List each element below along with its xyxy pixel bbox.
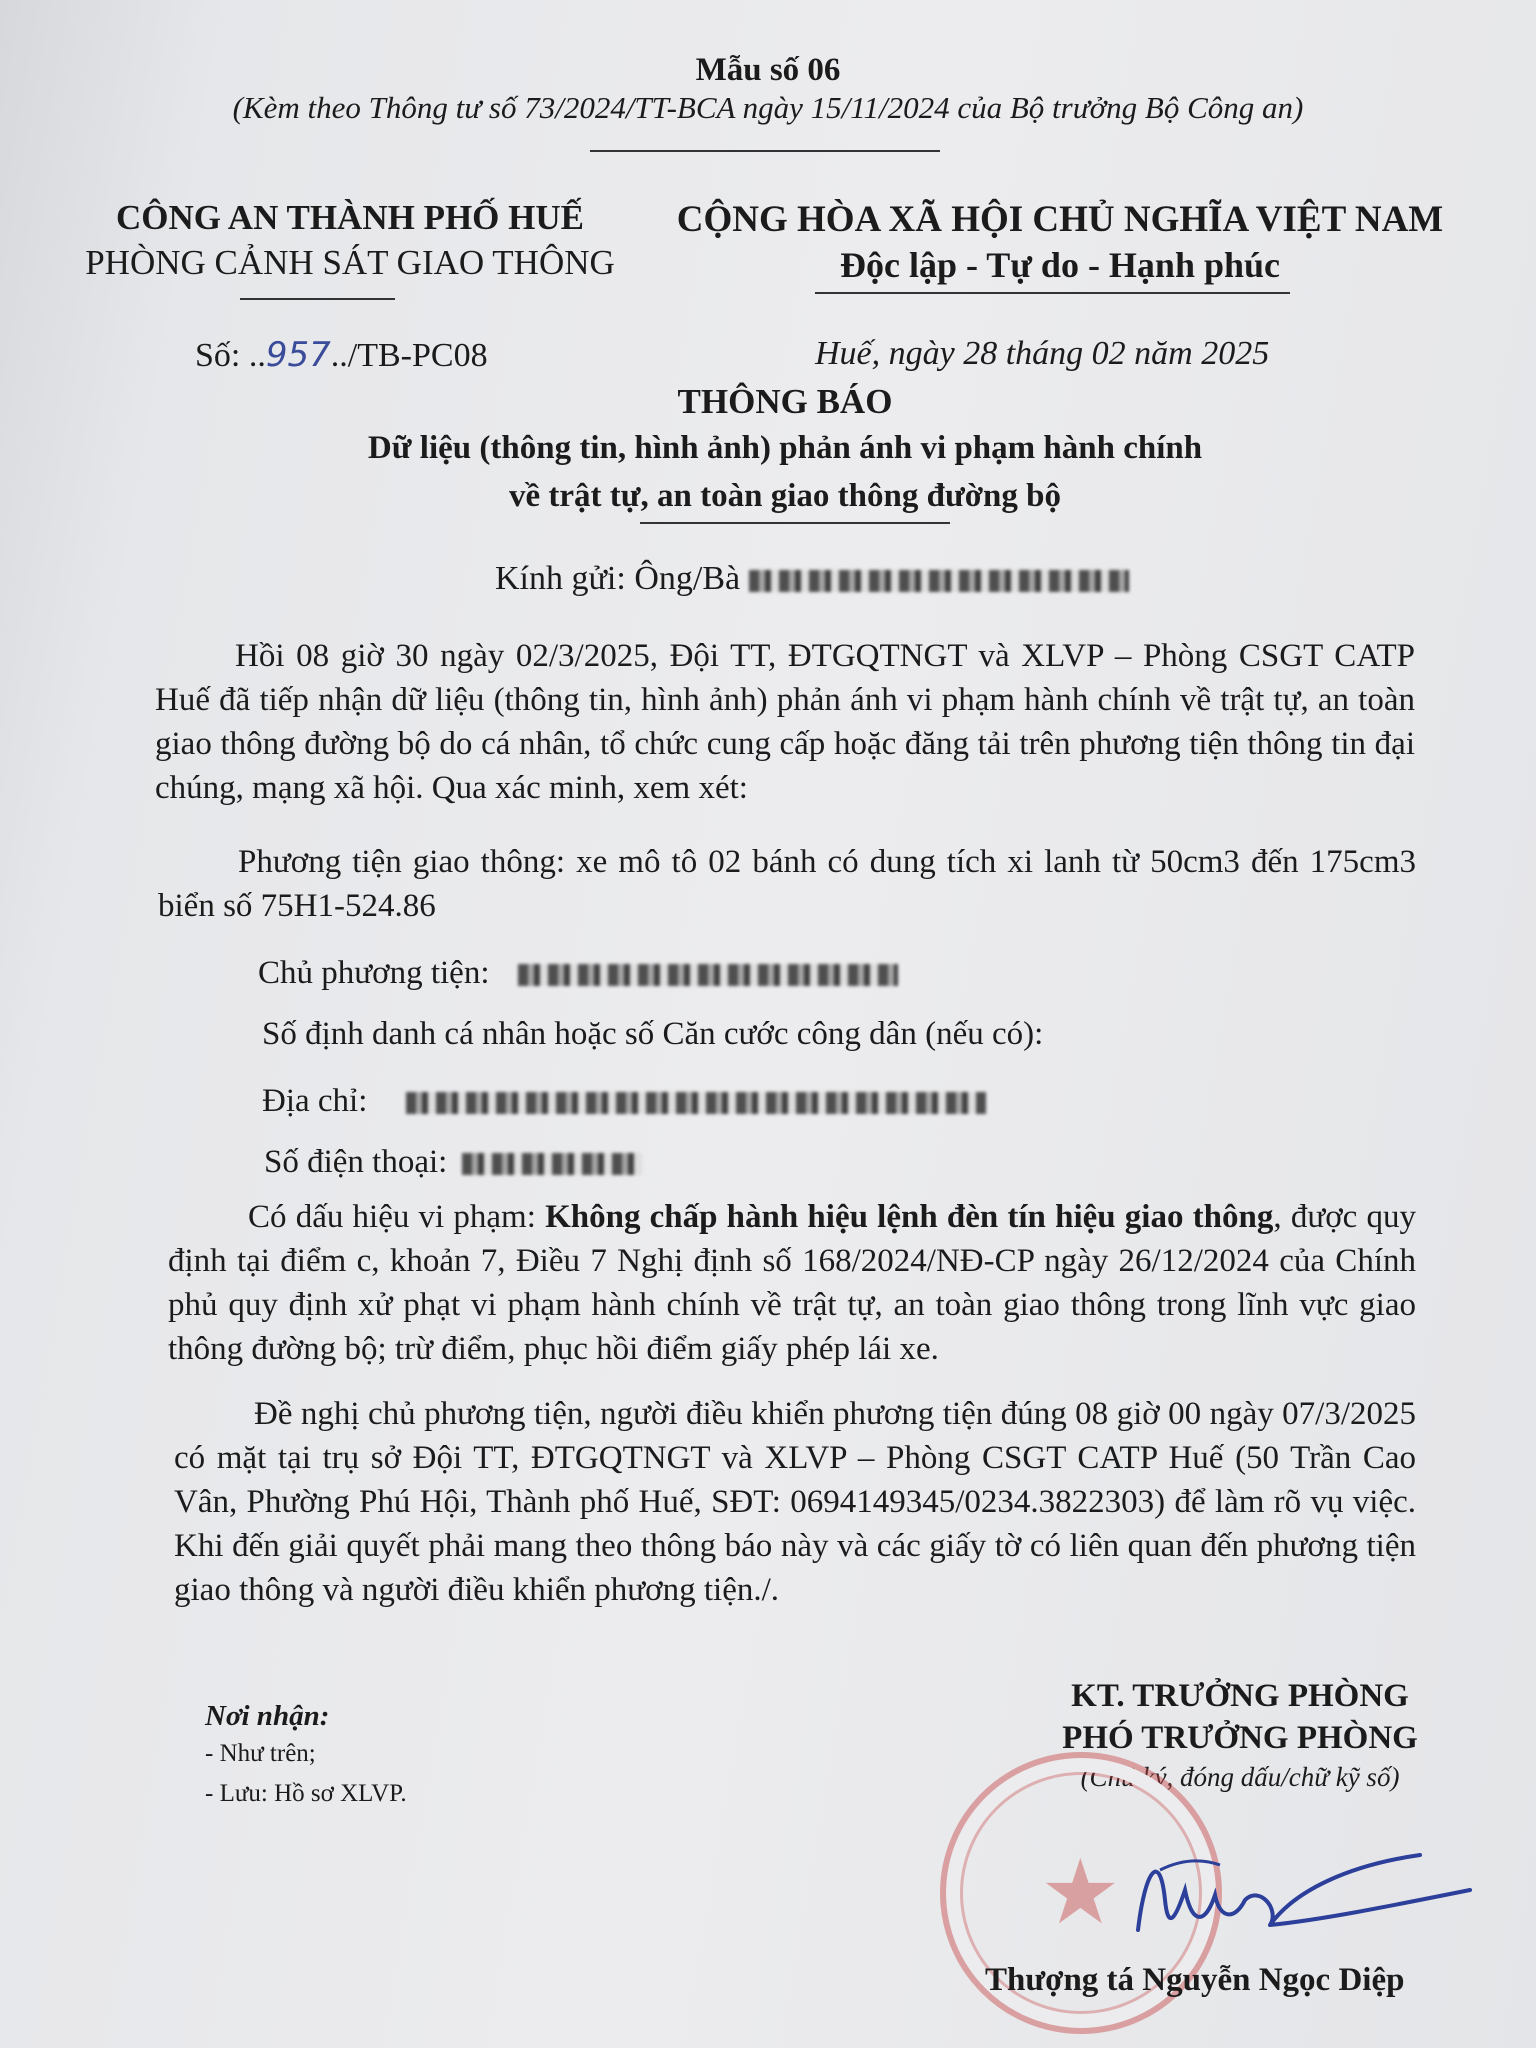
redacted-recipient <box>749 570 1129 592</box>
signer-title-2: PHÓ TRƯỞNG PHÒNG <box>1062 1720 1418 1756</box>
redacted-phone <box>462 1153 642 1175</box>
paragraph-vehicle-text: Phương tiện giao thông: xe mô tô 02 bánh có dung tích xi lanh từ 50cm3 đến 175cm3 biển số 75H1-524.86 <box>158 844 1416 924</box>
owner-label: Chủ phương tiện: <box>258 955 490 991</box>
place-date: Huế, ngày 28 tháng 02 năm 2025 <box>815 335 1270 372</box>
recipient-label: Kính gửi: Ông/Bà <box>495 560 741 597</box>
subject-line-2: về trật tự, an toàn giao thông đường bộ <box>508 478 1061 514</box>
owner-line <box>258 955 898 992</box>
recipient-item: - Lưu: Hồ sơ XLVP. <box>205 1780 407 1807</box>
agency-parent: CÔNG AN THÀNH PHỐ HUẾ <box>115 198 584 237</box>
doc-number-suffix: ../TB-PC08 <box>330 337 488 374</box>
nation-motto: Độc lập - Tự do - Hạnh phúc <box>839 245 1281 285</box>
redacted-address <box>406 1092 986 1114</box>
subject-divider <box>640 522 950 524</box>
form-number: Mẫu số 06 <box>695 52 841 88</box>
doc-number-prefix: Số: .. <box>195 337 266 374</box>
recipient-item: - Như trên; <box>205 1740 316 1767</box>
violation-name: Không chấp hành hiệu lệnh đèn tín hiệu giao thông <box>545 1199 1274 1235</box>
paragraph-receipt <box>155 634 1415 810</box>
recipient-line <box>495 560 1129 598</box>
recipients-title: Nơi nhận: <box>205 1700 330 1732</box>
agency-name: PHÒNG CẢNH SÁT GIAO THÔNG <box>85 243 615 282</box>
signer-note: (Chữ ký, đóng dấu/chữ kỹ số) <box>1080 1762 1400 1792</box>
violation-prefix: Có dấu hiệu vi phạm: <box>248 1199 546 1235</box>
stamp-star-icon: ★ <box>1040 1844 1121 1943</box>
subject-line-1: Dữ liệu (thông tin, hình ảnh) phản ánh vi phạm hành chính <box>367 430 1203 466</box>
paragraph-violation <box>168 1195 1416 1371</box>
form-reference: (Kèm theo Thông tư số 73/2024/TT-BCA ngày 15/11/2024 của Bộ trưởng Bộ Công an) <box>232 90 1304 125</box>
doc-number-handwritten: 957 <box>265 335 331 375</box>
header-divider <box>590 150 940 152</box>
phone-line <box>264 1144 642 1181</box>
document-number <box>195 335 488 375</box>
address-line <box>262 1083 986 1120</box>
paragraph-vehicle <box>158 840 1416 928</box>
handwritten-signature <box>1120 1830 1480 1950</box>
address-label: Địa chỉ: <box>262 1083 368 1119</box>
redacted-owner <box>518 964 898 986</box>
signer-title-1: KT. TRƯỞNG PHÒNG <box>1071 1678 1409 1714</box>
phone-label: Số điện thoại: <box>264 1144 448 1180</box>
paragraph-request-text: Đề nghị chủ phương tiện, người điều khiển phương tiện đúng 08 giờ 00 ngày 07/3/2025 có mặt tại trụ sở Đội TT, ĐTGQTNGT và XLVP – Phòng CSGT CATP Huế (50 Trần Cao Vân, Phường Phú Hội, Thành phố Huế, SĐT: 0694149345/0234.3822303) để làm rõ vụ việc. Khi đến giải quyết phải mang theo thông báo này và các giấy tờ có liên quan đến phương tiện giao thông và người điều khiển phương tiện./. <box>174 1396 1416 1608</box>
paragraph-receipt-text: Hồi 08 giờ 30 ngày 02/3/2025, Đội TT, ĐTGQTNGT và XLVP – Phòng CSGT CATP Huế đã tiếp nhận dữ liệu (thông tin, hình ảnh) phản ánh vi phạm hành chính về trật tự, an toàn giao thông đường bộ do cá nhân, tổ chức cung cấp hoặc đăng tải trên phương tiện thông tin đại chúng, mạng xã hội. Qua xác minh, xem xét: <box>155 638 1415 806</box>
motto-divider <box>815 292 1290 294</box>
signer-name: Thượng tá Nguyễn Ngọc Diệp <box>985 1962 1405 1998</box>
violation-details: , được quy định tại điểm c, khoản 7, Điều 7 Nghị định số 168/2024/NĐ-CP ngày 26/12/2024 của Chính phủ quy định xử phạt vi phạm hành chính về trật tự, an toàn giao thông trong lĩnh vực giao thông đường bộ; trừ điểm, phục hồi điểm giấy phép lái xe. <box>168 1199 1416 1367</box>
nation-title: CỘNG HÒA XÃ HỘI CHỦ NGHĨA VIỆT NAM <box>676 199 1444 240</box>
id-line: Số định danh cá nhân hoặc số Căn cước công dân (nếu có): <box>262 1016 1044 1052</box>
document-type: THÔNG BÁO <box>677 382 893 421</box>
paragraph-request <box>174 1392 1416 1612</box>
agency-divider <box>240 298 395 300</box>
